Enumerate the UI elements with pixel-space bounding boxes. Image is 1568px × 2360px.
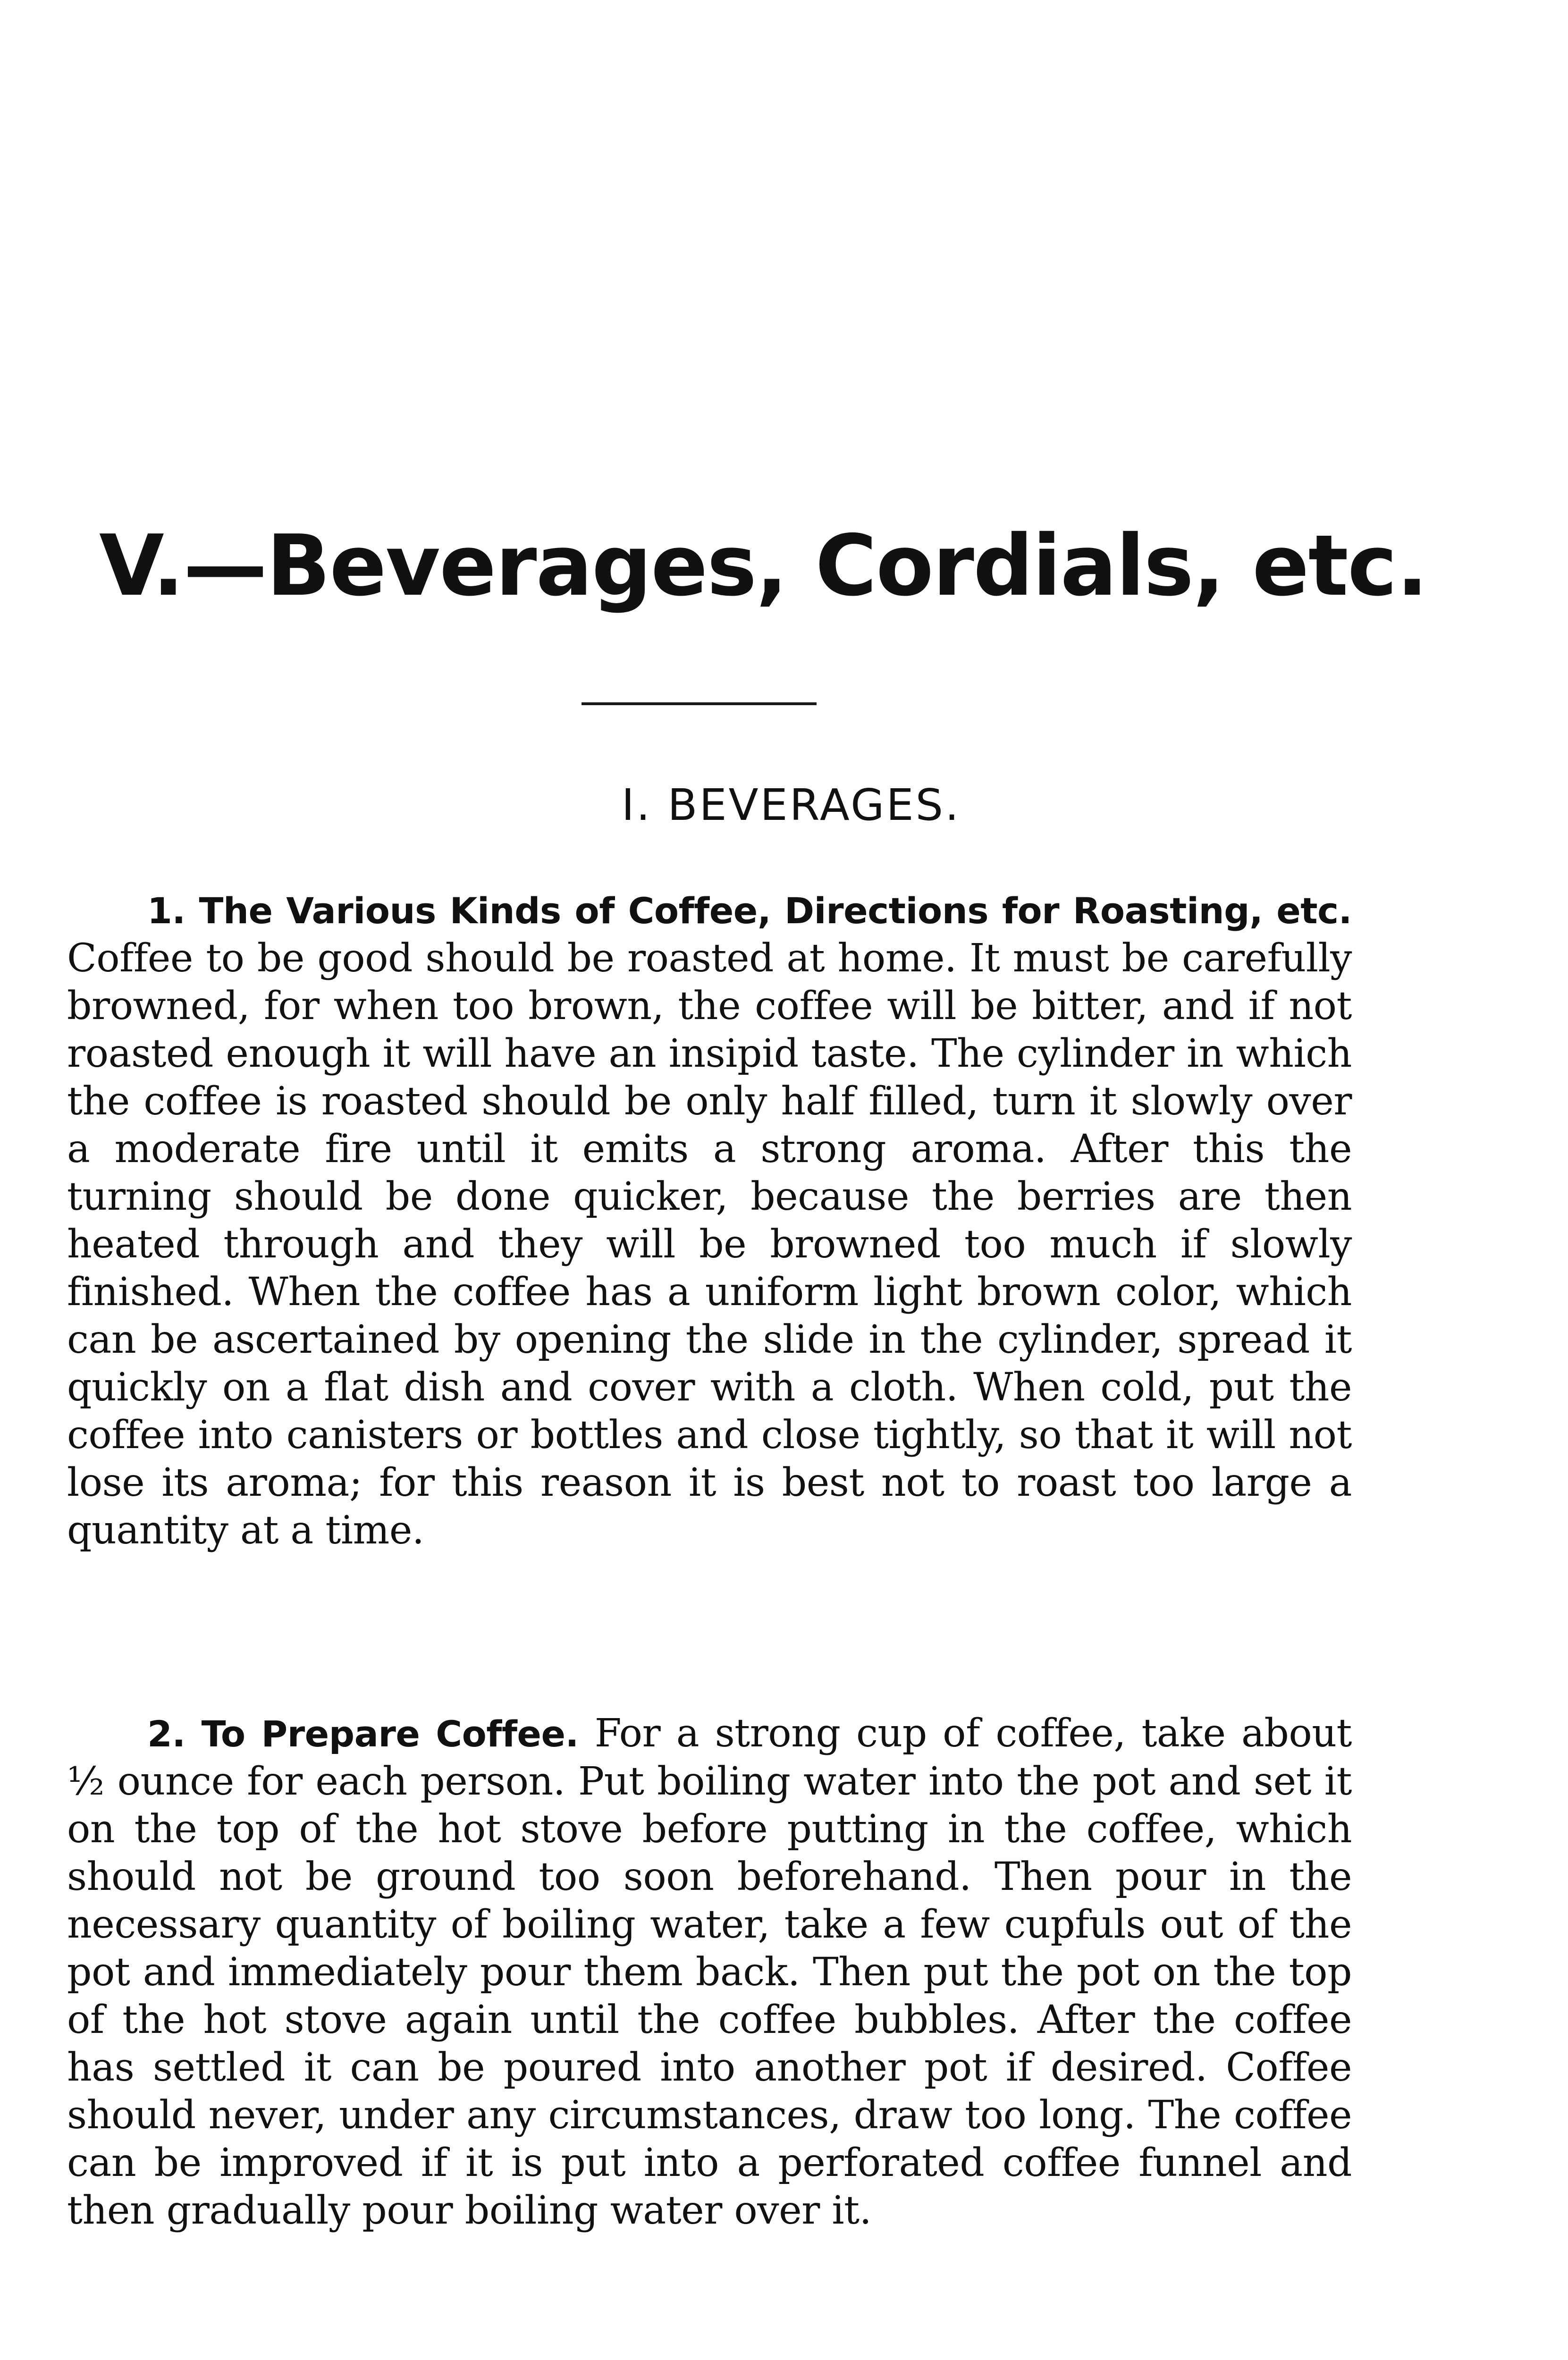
title-divider xyxy=(582,702,817,705)
paragraph-heading: To Prepare Coffee. xyxy=(201,1713,595,1755)
paragraph-number: 2. xyxy=(147,1713,202,1755)
paragraph-roasting-coffee xyxy=(67,886,1352,1554)
paragraph-number: 1. xyxy=(147,890,199,932)
paragraph-text: Coffee to be good should be roasted at home. It must be carefully browned, for when too brown, the coffee will be bitter, and if not roasted enough it will have an insipid taste. The cylinder in which the coffee is roasted should be only half filled, turn it slowly over a moderate fire until it emits a strong aroma. After this the turning should be done quicker, because the berries are then heated through and they will be browned too much if slowly finished. When the coffee has a uniform light brown color, which can be ascertained by opening the slide in the cylinder, spread it quickly on a flat dish and cover with a cloth. When cold, put the coffee into canisters or bottles and close tightly, so that it will not lose its aroma; for this reason it is best not to roast too large a quantity at a time. xyxy=(67,936,1352,1553)
paragraph-text: For a strong cup of coffee, take about ½ ounce for each person. Put boiling water into the pot and set it on the top of the hot stove before putting in the coffee, which should not be ground too soon beforehand. Then pour in the necessary quantity of boiling water, take a few cupfuls out of the pot and immediately pour them back. Then put the pot on the top of the hot stove again until the coffee bubbles. After the coffee has settled it can be poured into another pot if desired. Coffee should never, under any circumstances, draw too long. The coffee can be improved if it is put into a perforated coffee funnel and then gradually pour boiling water over it. xyxy=(67,1711,1352,2233)
paragraph-prepare-coffee xyxy=(67,1710,1352,2234)
section-heading: I. BEVERAGES. xyxy=(621,780,961,830)
chapter-title: V.—Beverages, Cordials, etc. xyxy=(99,517,1427,615)
paragraph-heading: The Various Kinds of Coffee, Directions for Roasting, etc. xyxy=(199,890,1352,932)
